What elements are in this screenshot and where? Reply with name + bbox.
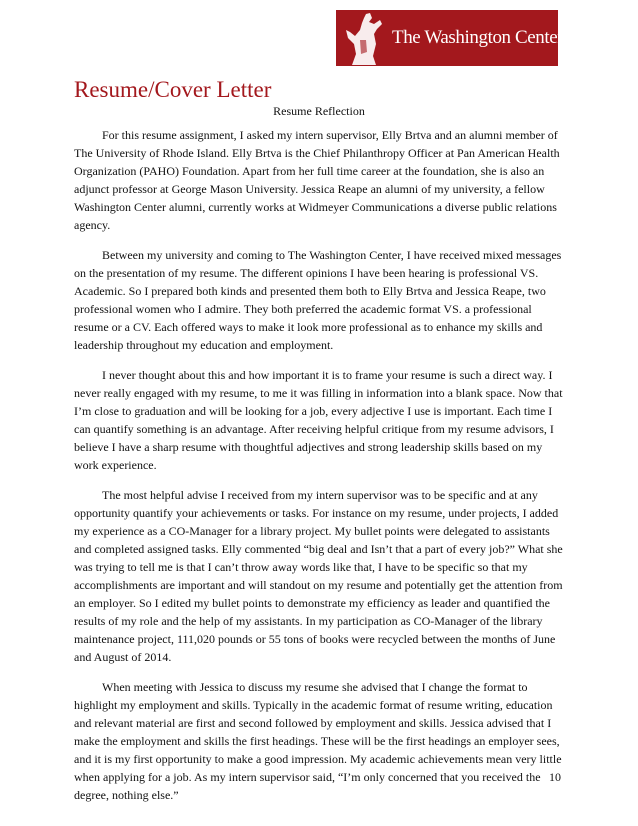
statue-logo-icon [336,10,388,66]
document-subtitle: Resume Reflection [273,104,365,118]
document-body [74,126,566,816]
logo-text: The Washington Center [392,27,564,48]
page-title: Resume/Cover Letter [74,77,272,102]
page-number: 10 [549,770,561,784]
washington-center-logo [336,10,564,66]
paragraph: I never thought about this and how important it is to frame your resume is such a direct way. I never really engaged with my resume, to me it was filling in information into a blank space. Now that I’m close to graduation and will be looking for a job, every adjective I use is important. Each time I can quantify something is an advantage. After receiving helpful critique from my resume advisors, I believe I have a sharp resume with thoughtful adjectives and strong leadership skills based on my work experience. [74,368,563,472]
paragraph: When meeting with Jessica to discuss my resume she advised that I change the format to highlight my employment and skills. Typically in the academic format of resume writing, education and relevant material are first and second followed by employment and skills. Jessica advised that I make the employment and skills the first headings. These will be the first headings an employer sees, and it is my first opportunity to make a good impression. My academic achievements mean very little when applying for a job. As my intern supervisor said, “I’m only concerned that you received the degree, nothing else.” [74,680,562,802]
paragraph: Between my university and coming to The Washington Center, I have received mixed messages on the presentation of my resume. The different opinions I have been hearing is professional VS. Academic. So I prepared both kinds and presented them both to Elly Brtva and Jessica Reape, two professional women who I admire. They both preferred the academic format VS. a professional resume or a CV. Each offered ways to make it look more professional as to enhance my skills and leadership throughout my education and employment. [74,248,562,352]
paragraph: The most helpful advise I received from my intern supervisor was to be specific and at any opportunity quantify your achievements or tasks. For instance on my resume, under projects, I added my experience as a CO-Manager for a library project. My bullet points were delegated to assistants and completed assigned tasks. Elly commented “big deal and Isn’t that a part of every job?” What she was trying to tell me is that I can’t throw away words like that, I have to be specific so that my accomplishments are important and will standout on my resume and potentially get the attention from an employer. So I edited my bullet points to demonstrate my efficiency as leader and quantified the results of my role and the help of my assistants. In my participation as CO-Manager of the library maintenance project, 111,020 pounds or 55 tons of books were recycled between the months of June and August of 2014. [74,488,563,664]
paragraph: For this resume assignment, I asked my intern supervisor, Elly Brtva and an alumni member of The University of Rhode Island. Elly Brtva is the Chief Philanthropy Officer at Pan American Health Organization (PAHO) Foundation. Apart from her full time career at the foundation, she is also an adjunct professor at George Mason University. Jessica Reape an alumni of my university, a fellow Washington Center alumni, currently works at Widmeyer Communications a diverse public relations agency. [74,128,560,232]
